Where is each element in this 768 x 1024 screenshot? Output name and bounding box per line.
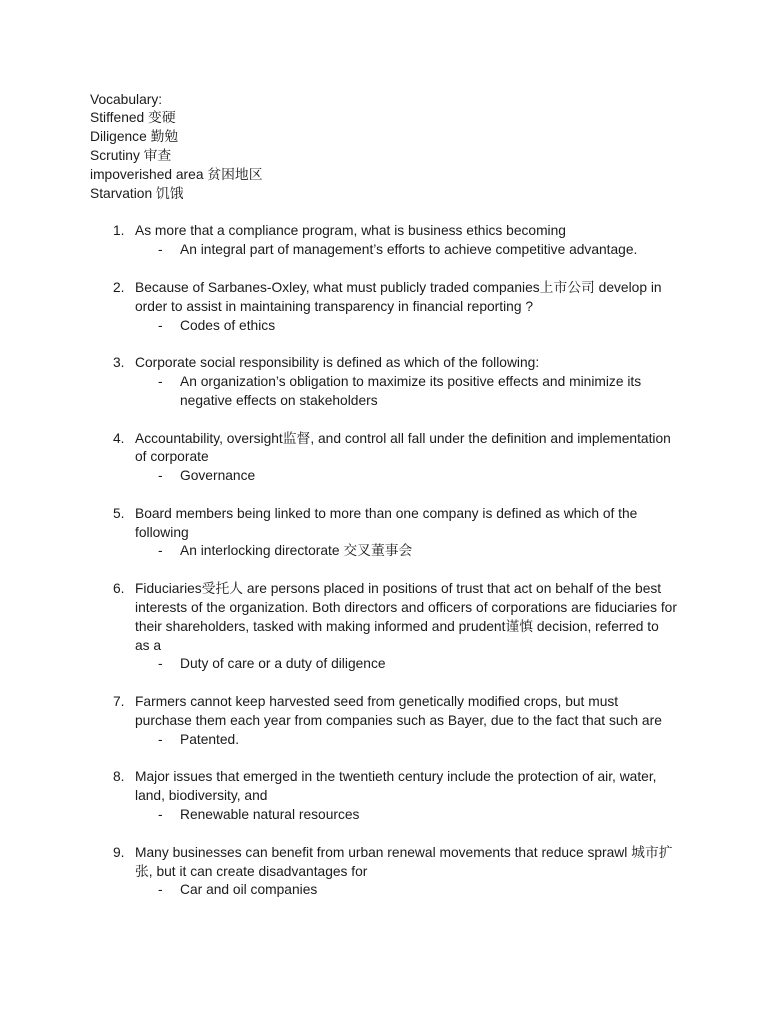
answer-bullet: - xyxy=(158,807,163,823)
question-text-line: following xyxy=(135,524,189,540)
question-item-8 xyxy=(90,768,730,824)
answer-text-line: An interlocking directorate 交叉董事会 xyxy=(180,543,413,559)
question-number: 7. xyxy=(113,694,125,710)
question-text-line: Major issues that emerged in the twentieth century include the protection of air, water, xyxy=(135,769,657,785)
question-list xyxy=(90,222,730,900)
question-text-line: as a xyxy=(135,637,162,653)
vocabulary-entry: Starvation 饥饿 xyxy=(90,185,184,201)
question-number: 1. xyxy=(113,223,125,239)
answer xyxy=(90,655,730,674)
question-item-9 xyxy=(90,844,730,900)
answer-text-line: Governance xyxy=(180,468,256,484)
question-text-line: As more that a compliance program, what is business ethics becoming xyxy=(135,223,566,239)
answer xyxy=(90,467,730,486)
answer-bullet: - xyxy=(158,882,163,898)
vocabulary-entry: Diligence 勤勉 xyxy=(90,129,179,145)
question-item-5 xyxy=(90,505,730,561)
question-number: 3. xyxy=(113,355,125,371)
question-item-3 xyxy=(90,354,730,410)
question-item-6 xyxy=(90,580,730,674)
answer xyxy=(90,317,730,336)
question-number: 2. xyxy=(113,279,125,295)
document-body xyxy=(90,91,730,901)
answer-bullet: - xyxy=(158,374,163,390)
answer xyxy=(90,542,730,561)
answer-text-line: Codes of ethics xyxy=(180,317,276,333)
question-text-line: Board members being linked to more than one company is defined as which of the xyxy=(135,505,638,521)
vocabulary-entry: Scrutiny 审查 xyxy=(90,148,172,164)
question-number: 4. xyxy=(113,430,125,446)
vocabulary-entry: Stiffened 变硬 xyxy=(90,110,176,126)
answer-bullet: - xyxy=(158,317,163,333)
answer-bullet: - xyxy=(158,656,163,672)
question-item-7 xyxy=(90,693,730,749)
question-text-line: order to assist in maintaining transparency in financial reporting ? xyxy=(135,298,534,314)
question-text-line: 张, but it can create disadvantages for xyxy=(135,863,368,879)
question-number: 9. xyxy=(113,844,125,860)
answer-bullet: - xyxy=(158,468,163,484)
question-text-line: of corporate xyxy=(135,449,209,465)
answer-text-line: negative effects on stakeholders xyxy=(180,392,378,408)
answer xyxy=(90,373,730,411)
answer xyxy=(90,881,730,900)
question-text-line: Farmers cannot keep harvested seed from genetically modified crops, but must xyxy=(135,694,619,710)
question-text-line: Many businesses can benefit from urban renewal movements that reduce sprawl 城市扩 xyxy=(135,844,673,860)
answer-text-line: An integral part of management’s efforts to achieve competitive advantage. xyxy=(180,242,638,258)
answer-text-line: An organization’s obligation to maximize its positive effects and minimize its xyxy=(180,374,642,390)
question-text-line: Accountability, oversight监督, and control all fall under the definition and implementation xyxy=(135,430,671,446)
question-text-line: Because of Sarbanes-Oxley, what must publicly traded companies上市公司 develop in xyxy=(135,279,662,295)
answer xyxy=(90,241,730,260)
question-text-line: Fiduciaries受托人 are persons placed in positions of trust that act on behalf of the best xyxy=(135,581,662,597)
question-text-line: their shareholders, tasked with making informed and prudent谨慎 decision, referred to xyxy=(135,618,659,634)
vocabulary-entry: impoverished area 贫困地区 xyxy=(90,166,263,182)
question-number: 6. xyxy=(113,581,125,597)
answer-bullet: - xyxy=(158,731,163,747)
vocabulary-section xyxy=(90,91,730,204)
question-number: 8. xyxy=(113,769,125,785)
question-text-line: land, biodiversity, and xyxy=(135,788,268,804)
question-text-line: interests of the organization. Both directors and officers of corporations are fiduciaries for xyxy=(135,599,677,615)
answer-text-line: Renewable natural resources xyxy=(180,807,360,823)
answer xyxy=(90,806,730,825)
vocabulary-heading: Vocabulary: xyxy=(90,91,163,107)
answer-text-line: Duty of care or a duty of diligence xyxy=(180,656,386,672)
answer-bullet: - xyxy=(158,242,163,258)
question-number: 5. xyxy=(113,505,125,521)
question-text-line: purchase them each year from companies such as Bayer, due to the fact that such are xyxy=(135,712,662,728)
question-text-line: Corporate social responsibility is defined as which of the following: xyxy=(135,355,540,371)
answer xyxy=(90,731,730,750)
answer-text-line: Patented. xyxy=(180,731,240,747)
question-item-4 xyxy=(90,430,730,486)
question-item-2 xyxy=(90,279,730,335)
answer-text-line: Car and oil companies xyxy=(180,882,318,898)
answer-bullet: - xyxy=(158,543,163,559)
question-item-1 xyxy=(90,222,730,260)
